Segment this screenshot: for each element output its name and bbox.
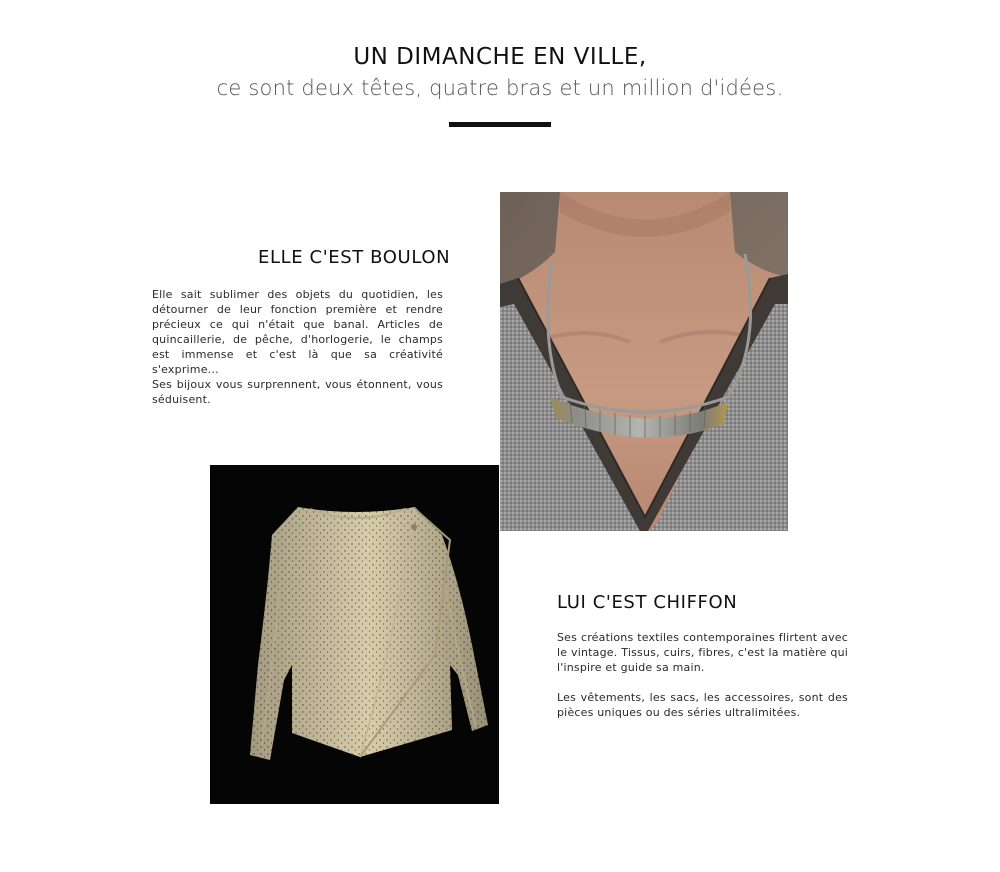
boulon-heading: ELLE C'EST BOULON [258,247,451,268]
chiffon-description-2 [557,690,848,720]
chiffon-description [557,630,848,675]
boulon-description [152,287,443,377]
chiffon-heading: LUI C'EST CHIFFON [557,592,738,613]
boulon-description-2 [152,377,443,407]
blouse-photo [210,465,499,804]
necklace-illustration [500,192,788,531]
page-subtitle: ce sont deux têtes, quatre bras et un million d'idées. [216,76,784,100]
blouse-illustration [210,465,499,804]
title-divider [449,122,551,127]
boulon-paragraph-1: Elle sait sublimer des objets du quotidien, les détourner de leur fonction première et rendre précieux ce qui n'était que banal. Articles de quincaillerie, de pêche, d'horlogerie, le champs est immense et c'est là que sa créativité s'exprime... [152,288,443,376]
chiffon-paragraph-2: Les vêtements, les sacs, les accessoires, sont des pièces uniques ou des séries ultralimitées. [557,691,848,719]
boulon-paragraph-2: Ses bijoux vous surprennent, vous étonnent, vous séduisent. [152,378,443,406]
chiffon-paragraph-1: Ses créations textiles contemporaines flirtent avec le vintage. Tissus, cuirs, fibres, c'est la matière qui l'inspire et guide sa main. [557,631,848,674]
page-title: UN DIMANCHE EN VILLE, [353,44,647,70]
necklace-photo [500,192,788,531]
